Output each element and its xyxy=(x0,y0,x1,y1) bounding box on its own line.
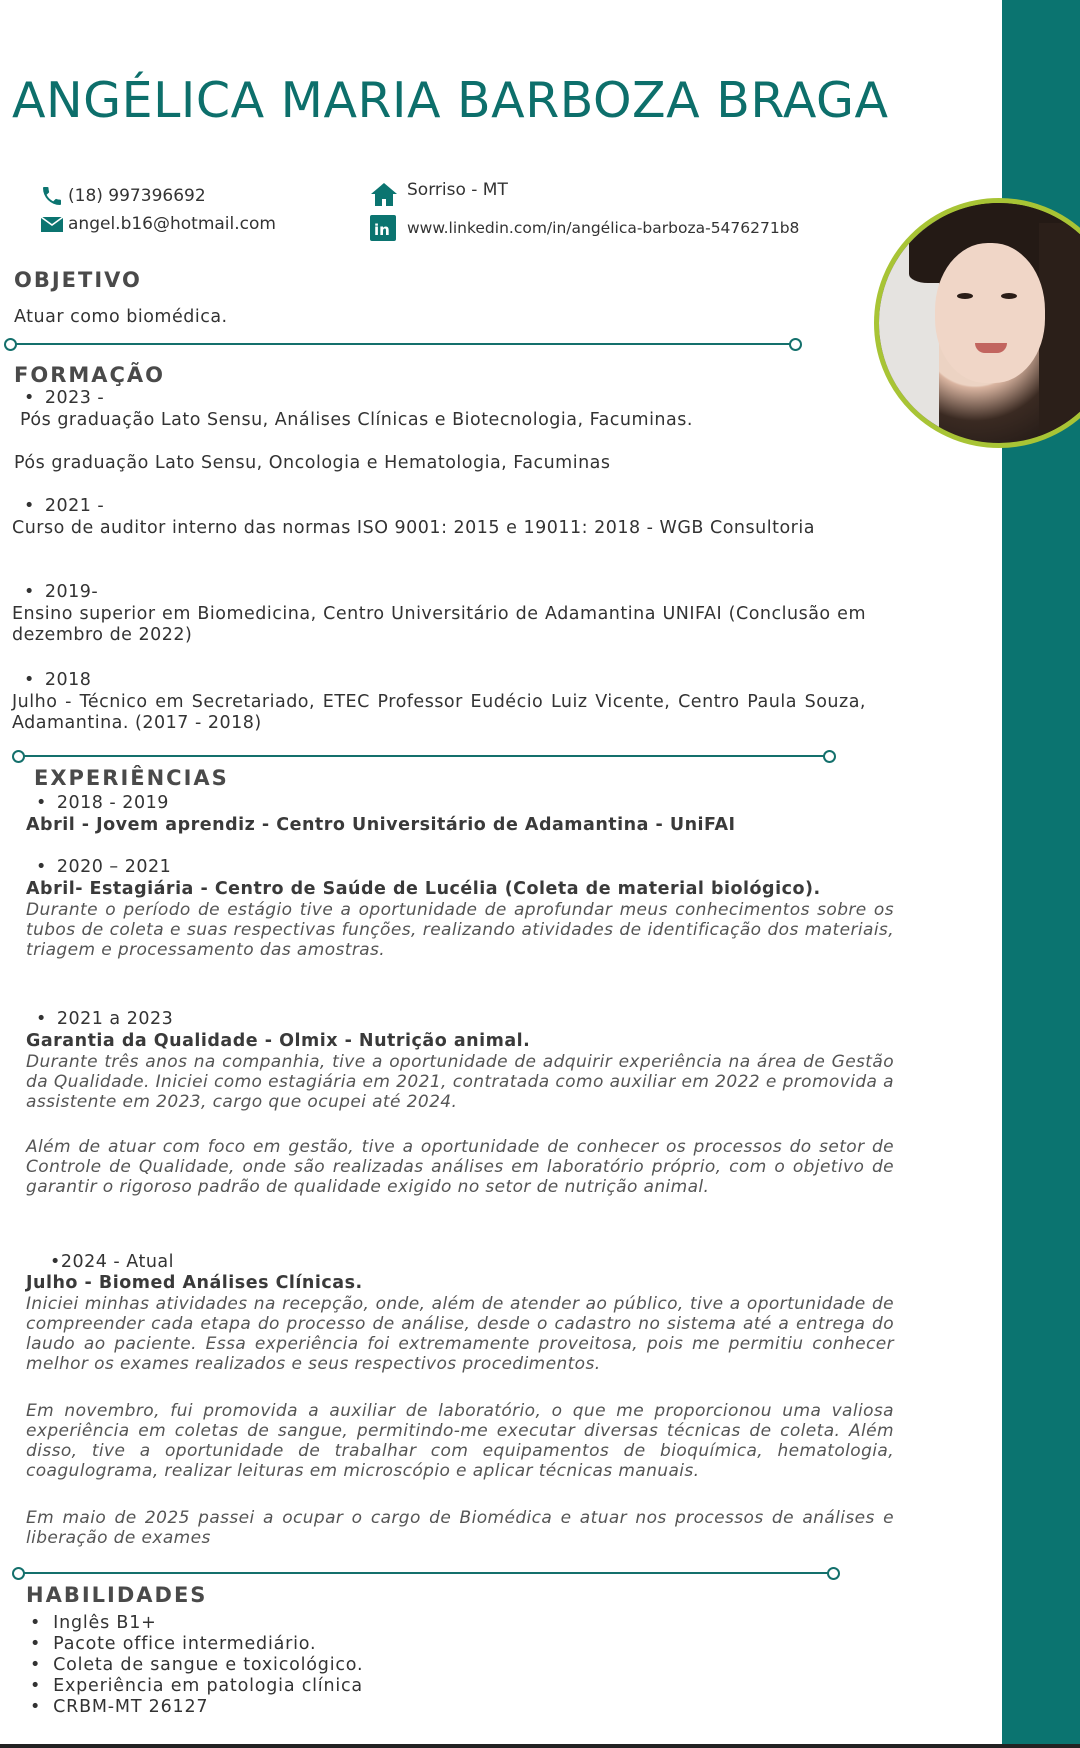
email-address: angel.b16@hotmail.com xyxy=(68,214,276,234)
objetivo-text: Atuar como biomédica. xyxy=(14,307,228,327)
experience-role: Abril - Jovem aprendiz - Centro Universitário de Adamantina - UniFAI xyxy=(26,815,736,835)
home-icon xyxy=(369,180,399,208)
experience-role: Julho - Biomed Análises Clínicas. xyxy=(26,1273,363,1293)
formacao-text: Julho - Técnico em Secretariado, ETEC Professor Eudécio Luiz Vicente, Centro Paula Souza, Adamantina. (2017 - 2018) xyxy=(12,692,866,733)
section-title-objetivo: OBJETIVO xyxy=(14,268,142,292)
experience-description: Em maio de 2025 passei a ocupar o cargo de Biomédica e atuar nos processos de análises e liberação de exames xyxy=(26,1508,894,1548)
formacao-year: • 2021 - xyxy=(24,496,104,516)
location-text: Sorriso - MT xyxy=(407,180,508,200)
formacao-text: Curso de auditor interno das normas ISO 9001: 2015 e 19011: 2018 - WGB Consultoria xyxy=(12,518,815,538)
candidate-name: ANGÉLICA MARIA BARBOZA BRAGA xyxy=(12,72,889,129)
divider xyxy=(20,755,828,757)
svg-text:in: in xyxy=(374,221,390,239)
linkedin-icon xyxy=(369,215,397,241)
experience-description: Em novembro, fui promovida a auxiliar de laboratório, o que me proporcionou uma valiosa experiência em coletas de sangue, permitindo-me executar diversas técnicas de coleta. Além disso, tive a oportunidade de trabalhar com equipamentos de bioquímica, hematologia, coagulograma, realizar leituras em microscópio e aplicar técnicas manuais. xyxy=(26,1401,894,1481)
email-icon xyxy=(40,212,64,236)
skill-item: • Experiência em patologia clínica xyxy=(30,1676,363,1697)
formacao-text: Ensino superior em Biomedicina, Centro Universitário de Adamantina UNIFAI (Conclusão em dezembro de 2022) xyxy=(12,604,866,645)
skills-list xyxy=(30,1613,363,1718)
experience-description: Durante três anos na companhia, tive a oportunidade de adquirir experiência na área de Gestão da Qualidade. Iniciei como estagiária em 2021, contratada como auxiliar em 2022 e promovida a assistente em 2023, cargo que ocupei até 2024. xyxy=(26,1052,894,1112)
phone-number: (18) 997396692 xyxy=(68,186,206,206)
experience-role: Garantia da Qualidade - Olmix - Nutrição animal. xyxy=(26,1031,531,1051)
skill-item: • CRBM-MT 26127 xyxy=(30,1697,363,1718)
section-title-formacao: FORMAÇÃO xyxy=(14,363,166,387)
profile-photo xyxy=(874,198,1080,448)
experience-description: Iniciei minhas atividades na recepção, onde, além de atender ao público, tive a oportunidade de compreender cada etapa do processo de análise, desde o cadastro no sistema até a entrega do laudo ao paciente. Essa experiência foi extremamente proveitosa, pois me permitiu conhecer melhor os exames realizados e seus respectivos procedimentos. xyxy=(26,1294,894,1374)
formacao-year: • 2023 - xyxy=(24,388,104,408)
bottom-border xyxy=(0,1744,1080,1748)
experience-period: • 2018 - 2019 xyxy=(36,793,169,813)
phone-contact xyxy=(40,184,206,208)
experience-description: Durante o período de estágio tive a oportunidade de aprofundar meus conhecimentos sobre os tubos de coleta e suas respectivas funções, realizando atividades de identificação dos materiais, triagem e processamento das amostras. xyxy=(26,900,894,960)
skill-item: • Inglês B1+ xyxy=(30,1613,363,1634)
formacao-line: Pós graduação Lato Sensu, Oncologia e Hematologia, Facuminas xyxy=(14,453,611,473)
experience-period: • 2021 a 2023 xyxy=(36,1009,173,1029)
linkedin-contact[interactable] xyxy=(369,215,799,241)
divider xyxy=(20,1572,832,1574)
experience-role: Abril- Estagiária - Centro de Saúde de Lucélia (Coleta de material biológico). xyxy=(26,879,821,899)
formacao-line: Pós graduação Lato Sensu, Análises Clínicas e Biotecnologia, Facuminas. xyxy=(20,410,693,430)
section-title-experiencias: EXPERIÊNCIAS xyxy=(34,766,229,790)
linkedin-url[interactable]: www.linkedin.com/in/angélica-barboza-5476271b8 xyxy=(407,219,800,237)
formacao-year: • 2019- xyxy=(24,582,98,602)
experience-description: Além de atuar com foco em gestão, tive a oportunidade de conhecer os processos do setor de Controle de Qualidade, onde são realizadas análises em laboratório próprio, com o objetivo de garantir o rigoroso padrão de qualidade exigido no setor de nutrição animal. xyxy=(26,1137,894,1197)
phone-icon xyxy=(40,184,64,208)
skill-item: • Pacote office intermediário. xyxy=(30,1634,363,1655)
section-title-habilidades: HABILIDADES xyxy=(26,1583,208,1607)
divider xyxy=(12,343,794,345)
email-contact xyxy=(40,212,276,236)
experience-period: •2024 - Atual xyxy=(50,1252,175,1272)
formacao-year: • 2018 xyxy=(24,670,91,690)
experience-period: • 2020 – 2021 xyxy=(36,857,171,877)
skill-item: • Coleta de sangue e toxicológico. xyxy=(30,1655,363,1676)
location-contact xyxy=(369,180,508,208)
